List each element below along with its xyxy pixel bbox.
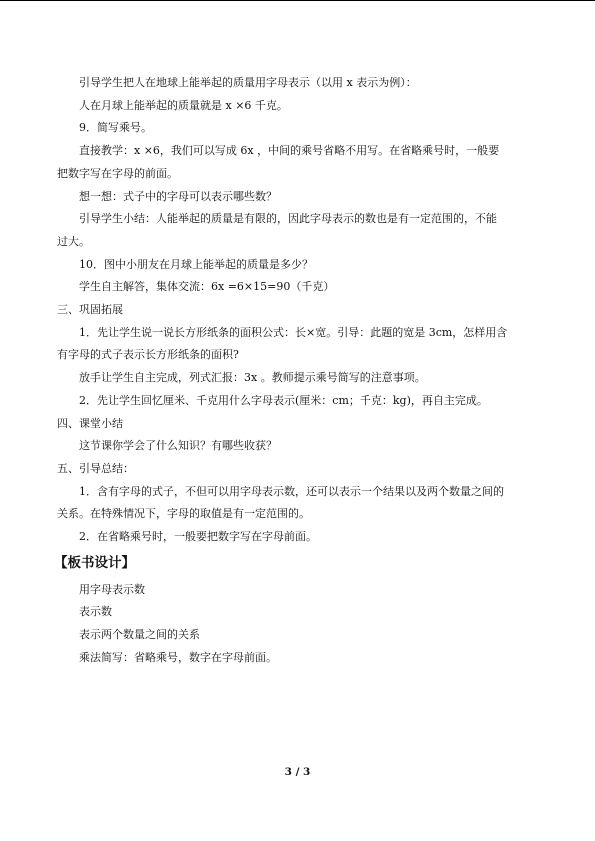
body-line: 这节课你学会了什么知识？有哪些收获？ bbox=[79, 439, 277, 453]
board-line: 表示两个数量之间的关系 bbox=[79, 628, 200, 642]
header-rule bbox=[0, 0, 595, 1]
body-line: 有字母的式子表示长方形纸条的面积? bbox=[57, 348, 239, 362]
body-line: 引导学生小结：人能举起的质量是有限的，因此字母表示的数也是有一定范围的，不能 bbox=[79, 212, 497, 226]
section-heading: 五、引导总结： bbox=[57, 461, 134, 475]
board-design-content bbox=[57, 579, 545, 670]
body-line: 想一想：式子中的字母可以表示哪些数？ bbox=[79, 189, 277, 203]
body-line: 9．简写乘号。 bbox=[79, 121, 152, 135]
body-line: 关系。在特殊情况下，字母的取值是有一定范围的。 bbox=[57, 507, 310, 521]
body-line: 2．在省略乘号时，一般要把数字写在字母前面。 bbox=[79, 530, 317, 544]
board-design-title: 【板书设计】 bbox=[54, 554, 135, 571]
body-line: 直接教学：x ×6，我们可以写成 6x ，中间的乘号省略不用写。在省略乘号时，一般要 bbox=[79, 144, 500, 158]
body-line: 学生自主解答，集体交流：6x =6×15=90（千克） bbox=[79, 280, 335, 294]
board-line: 乘法简写：省略乘号，数字在字母前面。 bbox=[79, 650, 277, 664]
section-heading: 四、课堂小结 bbox=[57, 416, 123, 430]
body-line: 10．图中小朋友在月球上能举起的质量是多少？ bbox=[79, 257, 313, 271]
body-line: 过大。 bbox=[57, 234, 90, 248]
body-line: 人在月球上能举起的质量就是 x ×6 千克。 bbox=[79, 98, 288, 112]
body-line: 2．先让学生回忆厘米、千克用什么字母表示(厘米：cm；千克：kg)，再自主完成。 bbox=[79, 393, 488, 407]
document-body bbox=[54, 72, 545, 670]
body-line: 1．含有字母的式子，不但可以用字母表示数，还可以表示一个结果以及两个数量之间的 bbox=[79, 484, 504, 498]
section-heading: 三、巩固拓展 bbox=[57, 303, 123, 317]
body-line: 放手让学生自主完成，列式汇报：3x 。教师提示乘号简写的注意事项。 bbox=[79, 371, 426, 385]
board-line: 表示数 bbox=[79, 605, 112, 619]
board-line: 用字母表示数 bbox=[79, 582, 145, 596]
body-line: 1．先让学生说一说长方形纸条的面积公式：长×宽。引导：此题的宽是 3cm，怎样用含 bbox=[79, 325, 508, 339]
page-number: 3 / 3 bbox=[284, 766, 311, 778]
body-line: 引导学生把人在地球上能举起的质量用字母表示（以用 x 表示为例）： bbox=[79, 76, 417, 89]
body-line: 把数字写在字母的前面。 bbox=[57, 166, 178, 180]
